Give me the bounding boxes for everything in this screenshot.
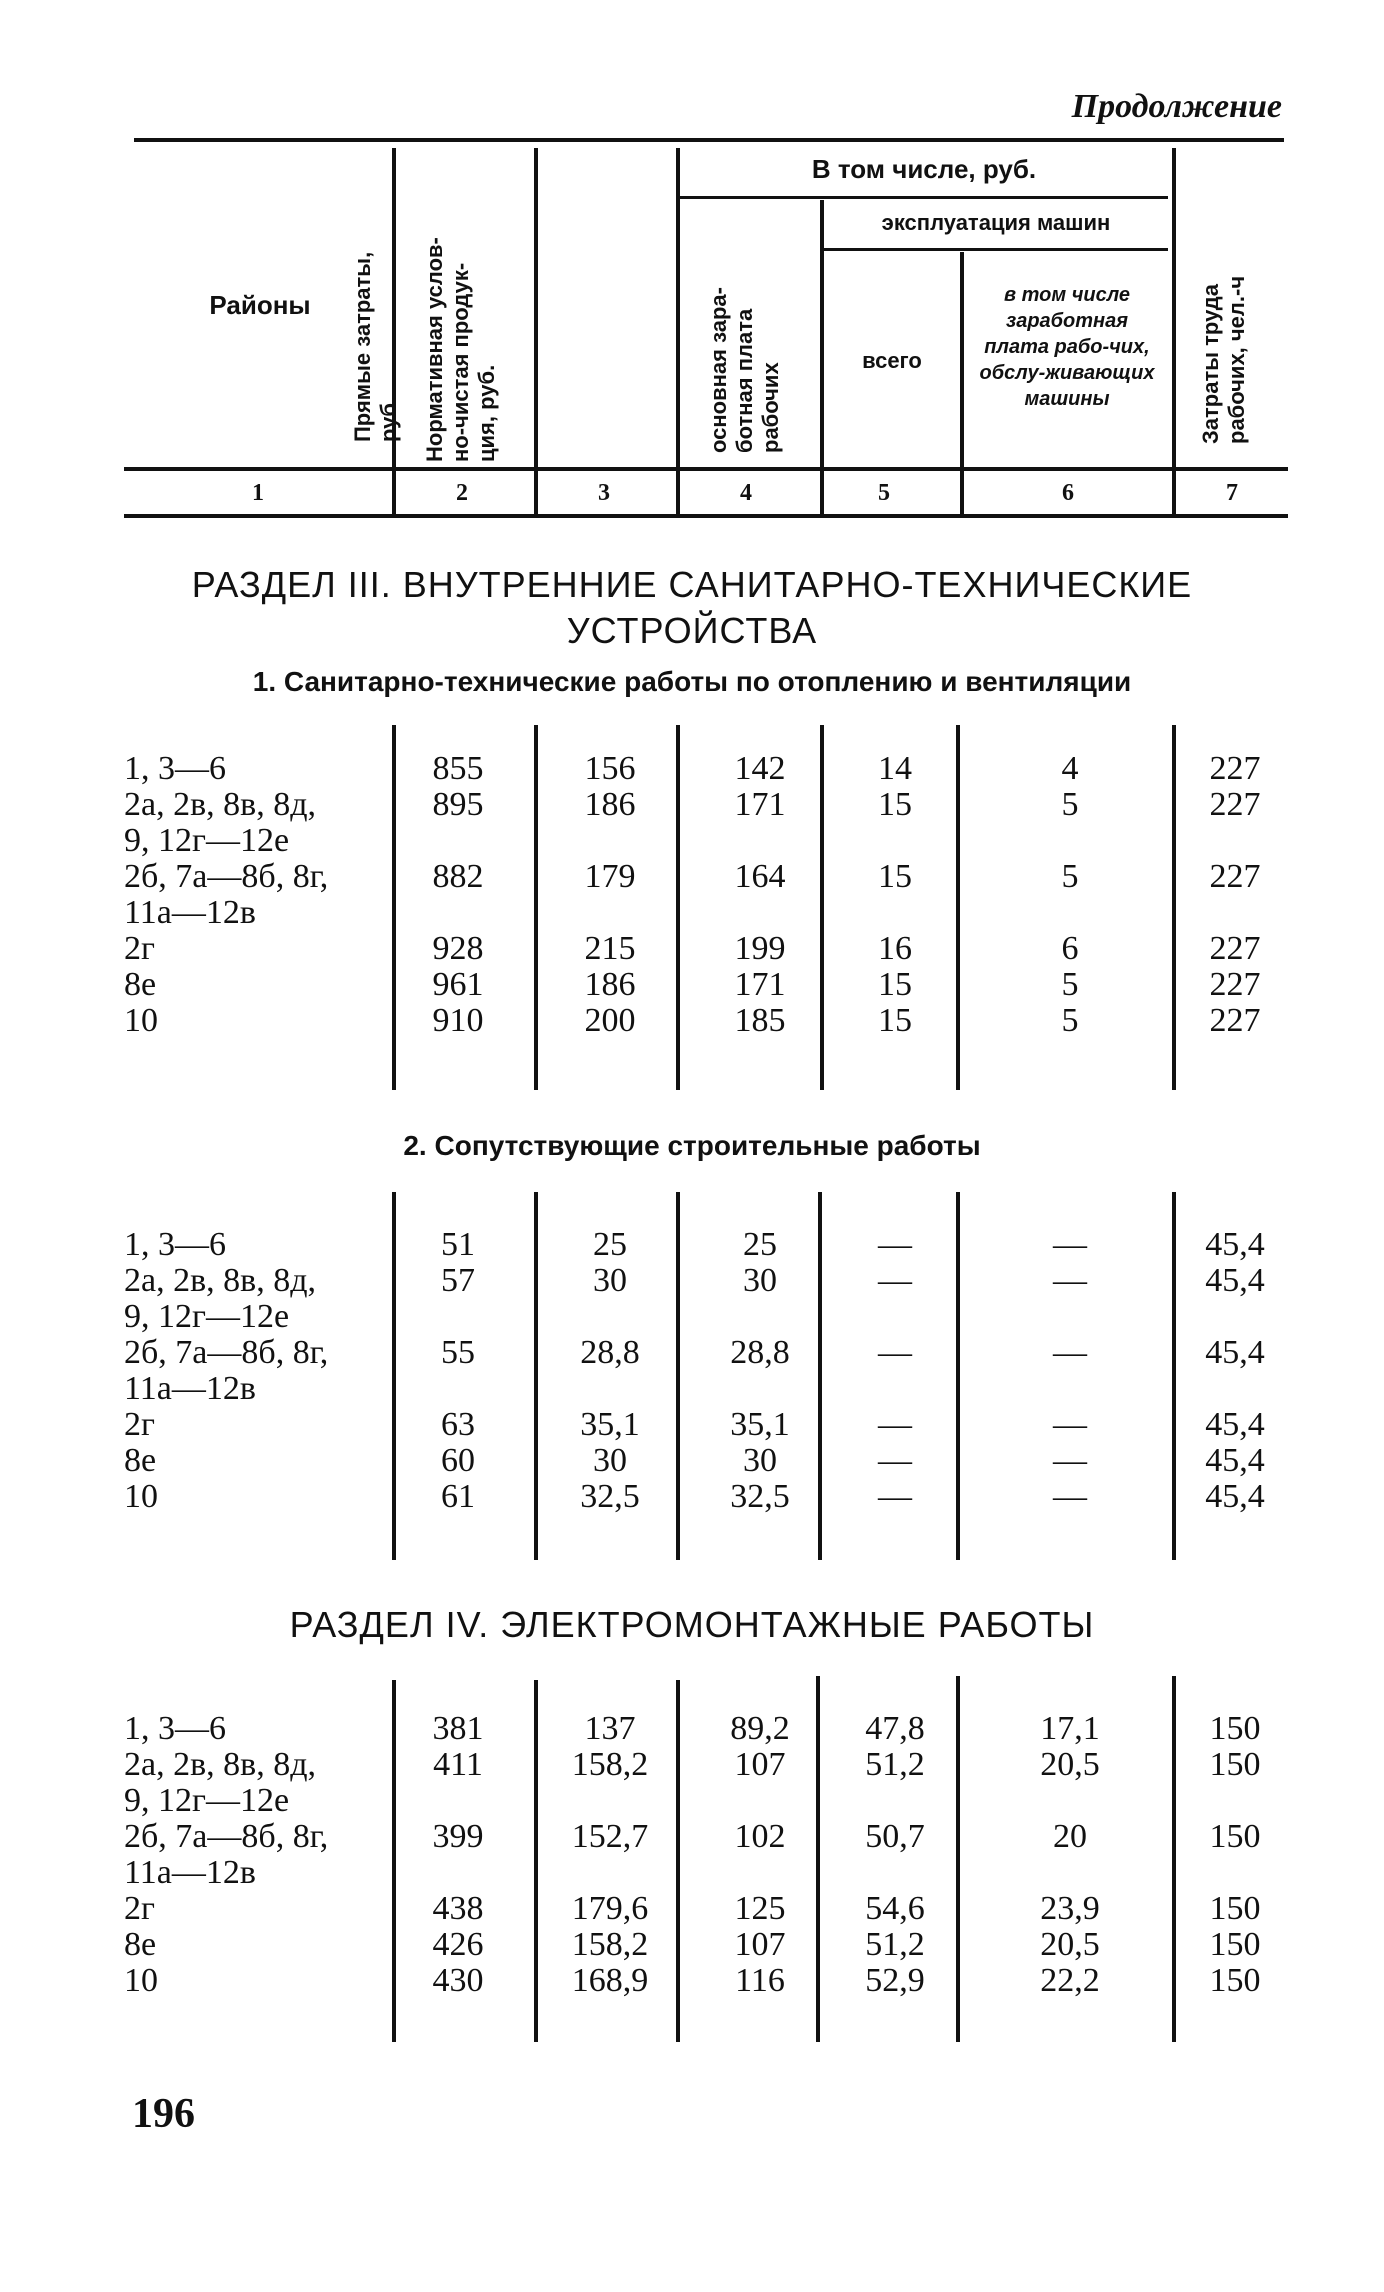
value-cell: 35,1 bbox=[580, 1406, 640, 1443]
table-row bbox=[0, 1442, 1384, 1478]
value-cell: 125 bbox=[734, 1890, 786, 1927]
table-row-continuation bbox=[0, 1370, 1384, 1406]
value-cell: 60 bbox=[441, 1442, 475, 1479]
value-cell: 32,5 bbox=[580, 1478, 640, 1515]
value-cell: 910 bbox=[432, 1002, 484, 1039]
value-cell: 54,6 bbox=[865, 1890, 925, 1927]
header-vline-3 bbox=[676, 148, 680, 514]
value-cell: 23,9 bbox=[1040, 1890, 1100, 1927]
value-cell: 158,2 bbox=[571, 1926, 649, 1963]
machine-group-rule bbox=[822, 248, 1168, 251]
section3-sub2-title: 2. Сопутствующие строительные работы bbox=[403, 1130, 981, 1161]
table-row-continuation bbox=[0, 822, 1384, 858]
value-cell: 426 bbox=[432, 1926, 484, 1963]
col-number-6: 6 bbox=[1062, 480, 1074, 506]
table-row-continuation bbox=[0, 1298, 1384, 1334]
value-cell: 5 bbox=[1061, 1002, 1079, 1039]
value-cell: — bbox=[1053, 1406, 1087, 1443]
region-cell: 9, 12г—12е bbox=[124, 822, 290, 859]
value-cell: 411 bbox=[433, 1746, 483, 1783]
value-cell: 20,5 bbox=[1040, 1746, 1100, 1783]
region-cell: 1, 3—6 bbox=[124, 750, 226, 787]
header-base-wage: основная зара- ботная плата рабочих bbox=[706, 287, 783, 453]
value-cell: 25 bbox=[593, 1226, 627, 1263]
table-row-continuation bbox=[0, 1854, 1384, 1890]
header-vline-4 bbox=[820, 200, 824, 514]
value-cell: 199 bbox=[734, 930, 786, 967]
value-cell: 215 bbox=[584, 930, 636, 967]
value-cell: 4 bbox=[1061, 750, 1079, 787]
region-cell: 2б, 7а—8б, 8г, bbox=[124, 1818, 329, 1855]
value-cell: 20 bbox=[1053, 1818, 1087, 1855]
table-row bbox=[0, 786, 1384, 822]
value-cell: 142 bbox=[734, 750, 786, 787]
value-cell: — bbox=[878, 1442, 912, 1479]
value-cell: 50,7 bbox=[865, 1818, 925, 1855]
value-cell: 25 bbox=[743, 1226, 777, 1263]
region-cell: 10 bbox=[124, 1962, 158, 1999]
value-cell: 28,8 bbox=[730, 1334, 790, 1371]
value-cell: 89,2 bbox=[730, 1710, 790, 1747]
table-row-continuation bbox=[0, 894, 1384, 930]
header-vline-5 bbox=[960, 252, 964, 514]
value-cell: 158,2 bbox=[571, 1746, 649, 1783]
region-cell: 2г bbox=[124, 930, 155, 967]
col-number-5: 5 bbox=[878, 480, 890, 506]
value-cell: 186 bbox=[584, 786, 636, 823]
region-cell: 2а, 2в, 8в, 8д, bbox=[124, 1262, 316, 1299]
value-cell: 28,8 bbox=[580, 1334, 640, 1371]
value-cell: 57 bbox=[441, 1262, 475, 1299]
value-cell: 227 bbox=[1209, 1002, 1261, 1039]
value-cell: 55 bbox=[441, 1334, 475, 1371]
value-cell: 5 bbox=[1061, 858, 1079, 895]
value-cell: 164 bbox=[734, 858, 786, 895]
value-cell: 179 bbox=[584, 858, 636, 895]
value-cell: 51,2 bbox=[865, 1746, 925, 1783]
table-row bbox=[0, 1962, 1384, 1998]
value-cell: 399 bbox=[432, 1818, 484, 1855]
value-cell: 15 bbox=[878, 858, 912, 895]
value-cell: 45,4 bbox=[1205, 1262, 1265, 1299]
header-total: всего bbox=[862, 348, 922, 373]
region-cell: 10 bbox=[124, 1002, 158, 1039]
value-cell: 32,5 bbox=[730, 1478, 790, 1515]
table-row bbox=[0, 858, 1384, 894]
header-top-rule bbox=[134, 138, 1284, 142]
value-cell: 16 bbox=[878, 930, 912, 967]
value-cell: — bbox=[878, 1478, 912, 1515]
value-cell: 6 bbox=[1061, 930, 1079, 967]
value-cell: 116 bbox=[735, 1962, 785, 1999]
value-cell: 186 bbox=[584, 966, 636, 1003]
section4-title: РАЗДЕЛ IV. ЭЛЕКТРОМОНТАЖНЫЕ РАБОТЫ bbox=[289, 1604, 1095, 1645]
value-cell: — bbox=[878, 1406, 912, 1443]
section3-sub1-title: 1. Санитарно-технические работы по отоплению и вентиляции bbox=[252, 666, 1132, 697]
value-cell: 30 bbox=[593, 1262, 627, 1299]
value-cell: 5 bbox=[1061, 786, 1079, 823]
value-cell: 895 bbox=[432, 786, 484, 823]
value-cell: — bbox=[1053, 1262, 1087, 1299]
value-cell: 200 bbox=[584, 1002, 636, 1039]
table-row bbox=[0, 1710, 1384, 1746]
table-row bbox=[0, 1002, 1384, 1038]
region-cell: 11а—12в bbox=[124, 894, 256, 931]
value-cell: 855 bbox=[432, 750, 484, 787]
value-cell: 185 bbox=[734, 1002, 786, 1039]
value-cell: 61 bbox=[441, 1478, 475, 1515]
value-cell: — bbox=[1053, 1478, 1087, 1515]
value-cell: 51 bbox=[441, 1226, 475, 1263]
value-cell: 45,4 bbox=[1205, 1442, 1265, 1479]
col-number-7: 7 bbox=[1226, 480, 1238, 506]
table-row bbox=[0, 1262, 1384, 1298]
region-cell: 2б, 7а—8б, 8г, bbox=[124, 858, 329, 895]
section3-title-line2: УСТРОЙСТВА bbox=[566, 610, 818, 651]
region-cell: 2а, 2в, 8в, 8д, bbox=[124, 786, 316, 823]
value-cell: 137 bbox=[584, 1710, 636, 1747]
value-cell: 15 bbox=[878, 966, 912, 1003]
value-cell: 961 bbox=[432, 966, 484, 1003]
value-cell: 928 bbox=[432, 930, 484, 967]
value-cell: 171 bbox=[734, 786, 786, 823]
region-cell: 2г bbox=[124, 1890, 155, 1927]
value-cell: 227 bbox=[1209, 966, 1261, 1003]
value-cell: 227 bbox=[1209, 930, 1261, 967]
table-row bbox=[0, 1226, 1384, 1262]
table-row bbox=[0, 1890, 1384, 1926]
value-cell: 156 bbox=[584, 750, 636, 787]
value-cell: 51,2 bbox=[865, 1926, 925, 1963]
value-cell: 15 bbox=[878, 786, 912, 823]
region-cell: 11а—12в bbox=[124, 1854, 256, 1891]
table-row bbox=[0, 1406, 1384, 1442]
region-cell: 8е bbox=[124, 966, 157, 1003]
value-cell: 107 bbox=[734, 1926, 786, 1963]
value-cell: 227 bbox=[1209, 858, 1261, 895]
table-row bbox=[0, 1818, 1384, 1854]
region-cell: 9, 12г—12е bbox=[124, 1782, 290, 1819]
value-cell: 52,9 bbox=[865, 1962, 925, 1999]
region-cell: 8е bbox=[124, 1926, 157, 1963]
header-machine-wage: в том числе заработная плата рабо-чих, обслу-живающих машины bbox=[979, 284, 1155, 410]
value-cell: 30 bbox=[743, 1262, 777, 1299]
value-cell: 22,2 bbox=[1040, 1962, 1100, 1999]
region-cell: 9, 12г—12е bbox=[124, 1298, 290, 1335]
table-row bbox=[0, 1478, 1384, 1514]
value-cell: 30 bbox=[743, 1442, 777, 1479]
value-cell: — bbox=[878, 1226, 912, 1263]
value-cell: 150 bbox=[1209, 1890, 1261, 1927]
value-cell: 107 bbox=[734, 1746, 786, 1783]
value-cell: 45,4 bbox=[1205, 1478, 1265, 1515]
col-number-1: 1 bbox=[252, 480, 264, 506]
value-cell: 227 bbox=[1209, 786, 1261, 823]
value-cell: 35,1 bbox=[730, 1406, 790, 1443]
header-machine-group: эксплуатация машин bbox=[881, 210, 1111, 235]
value-cell: 47,8 bbox=[865, 1710, 925, 1747]
value-cell: — bbox=[1053, 1334, 1087, 1371]
value-cell: 150 bbox=[1209, 1746, 1261, 1783]
region-cell: 1, 3—6 bbox=[124, 1710, 226, 1747]
group-rule bbox=[678, 196, 1168, 199]
value-cell: 5 bbox=[1061, 966, 1079, 1003]
table-row bbox=[0, 930, 1384, 966]
region-cell: 1, 3—6 bbox=[124, 1226, 226, 1263]
value-cell: 152,7 bbox=[571, 1818, 649, 1855]
region-cell: 11а—12в bbox=[124, 1370, 256, 1407]
value-cell: 63 bbox=[441, 1406, 475, 1443]
value-cell: 45,4 bbox=[1205, 1334, 1265, 1371]
header-labor-costs: Затраты труда рабочих, чел.-ч bbox=[1198, 275, 1249, 444]
value-cell: 150 bbox=[1209, 1962, 1261, 1999]
value-cell: 227 bbox=[1209, 750, 1261, 787]
value-cell: 15 bbox=[878, 1002, 912, 1039]
col-number-4: 4 bbox=[740, 480, 752, 506]
value-cell: — bbox=[1053, 1226, 1087, 1263]
value-cell: 171 bbox=[734, 966, 786, 1003]
page-number: 196 bbox=[132, 2091, 195, 2137]
header-vline-2 bbox=[534, 148, 538, 514]
value-cell: — bbox=[1053, 1442, 1087, 1479]
value-cell: 150 bbox=[1209, 1818, 1261, 1855]
table-row bbox=[0, 1926, 1384, 1962]
value-cell: 381 bbox=[432, 1710, 484, 1747]
section3-title-line1: РАЗДЕЛ III. ВНУТРЕННИЕ САНИТАРНО-ТЕХНИЧЕСКИЕ bbox=[191, 564, 1193, 605]
value-cell: 45,4 bbox=[1205, 1226, 1265, 1263]
table-row bbox=[0, 750, 1384, 786]
region-cell: 2а, 2в, 8в, 8д, bbox=[124, 1746, 316, 1783]
table-row-continuation bbox=[0, 1782, 1384, 1818]
value-cell: 102 bbox=[734, 1818, 786, 1855]
region-cell: 10 bbox=[124, 1478, 158, 1515]
value-cell: 45,4 bbox=[1205, 1406, 1265, 1443]
value-cell: 150 bbox=[1209, 1926, 1261, 1963]
region-cell: 8е bbox=[124, 1442, 157, 1479]
value-cell: 430 bbox=[432, 1962, 484, 1999]
numbers-bottom-rule bbox=[124, 514, 1288, 518]
value-cell: 168,9 bbox=[571, 1962, 649, 1999]
region-cell: 2г bbox=[124, 1406, 155, 1443]
region-cell: 2б, 7а—8б, 8г, bbox=[124, 1334, 329, 1371]
value-cell: — bbox=[878, 1334, 912, 1371]
table-row bbox=[0, 1746, 1384, 1782]
value-cell: 14 bbox=[878, 750, 912, 787]
value-cell: — bbox=[878, 1262, 912, 1299]
table-row bbox=[0, 1334, 1384, 1370]
header-group-label: В том числе, руб. bbox=[811, 154, 1037, 184]
value-cell: 179,6 bbox=[571, 1890, 649, 1927]
value-cell: 438 bbox=[432, 1890, 484, 1927]
value-cell: 20,5 bbox=[1040, 1926, 1100, 1963]
col-number-3: 3 bbox=[598, 480, 610, 506]
header-region: Районы bbox=[209, 290, 311, 320]
value-cell: 882 bbox=[432, 858, 484, 895]
header-bottom-rule bbox=[124, 467, 1288, 471]
value-cell: 30 bbox=[593, 1442, 627, 1479]
header-vline-6 bbox=[1172, 148, 1176, 514]
continuation-label: Продолжение bbox=[1071, 88, 1282, 125]
col-number-2: 2 bbox=[456, 480, 468, 506]
value-cell: 17,1 bbox=[1040, 1710, 1100, 1747]
value-cell: 150 bbox=[1209, 1710, 1261, 1747]
header-direct-costs: Прямые затраты, руб. bbox=[350, 251, 401, 442]
header-normative-output: Нормативная услов- но-чистая продук- ция, руб. bbox=[422, 237, 499, 462]
table-row bbox=[0, 966, 1384, 1002]
